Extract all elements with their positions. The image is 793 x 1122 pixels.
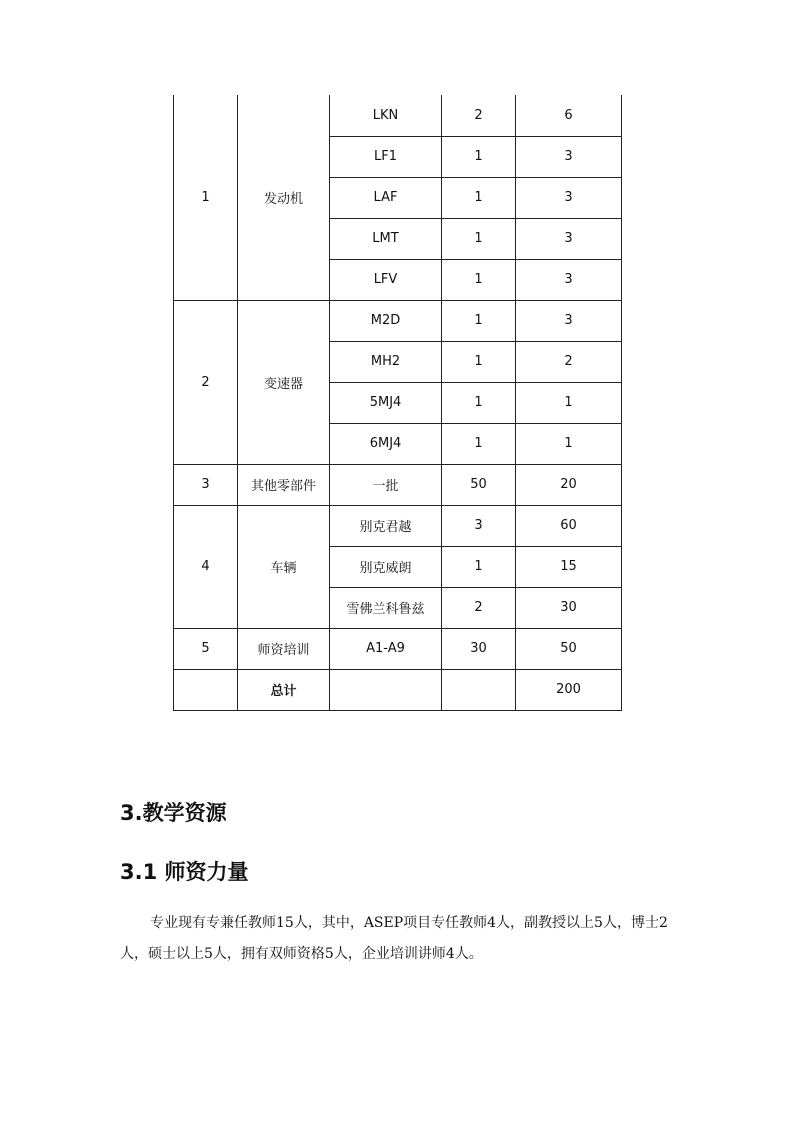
quantity-cell: 1	[442, 341, 516, 382]
model-cell: 6MJ4	[330, 423, 442, 464]
row-number-cell: 4	[174, 505, 238, 628]
model-cell: LAF	[330, 177, 442, 218]
category-cell: 发动机	[238, 95, 330, 300]
model-cell: 雪佛兰科鲁兹	[330, 587, 442, 628]
quantity-cell: 1	[442, 382, 516, 423]
table-row	[174, 300, 622, 341]
subsection-heading: 3.1 师资力量	[120, 860, 249, 884]
model-cell: LFV	[330, 259, 442, 300]
total-empty-cell	[330, 669, 442, 710]
amount-cell: 3	[516, 136, 622, 177]
quantity-cell: 1	[442, 546, 516, 587]
quantity-cell: 1	[442, 136, 516, 177]
model-cell: LKN	[330, 95, 442, 136]
model-cell: A1-A9	[330, 628, 442, 669]
amount-cell: 3	[516, 218, 622, 259]
amount-cell: 20	[516, 464, 622, 505]
amount-cell: 1	[516, 382, 622, 423]
model-cell: LF1	[330, 136, 442, 177]
quantity-cell: 2	[442, 95, 516, 136]
amount-cell: 6	[516, 95, 622, 136]
category-cell: 师资培训	[238, 628, 330, 669]
quantity-cell: 30	[442, 628, 516, 669]
equipment-table	[173, 95, 622, 711]
category-cell: 变速器	[238, 300, 330, 464]
row-number-cell: 5	[174, 628, 238, 669]
category-cell: 车辆	[238, 505, 330, 628]
model-cell: LMT	[330, 218, 442, 259]
amount-cell: 50	[516, 628, 622, 669]
quantity-cell: 3	[442, 505, 516, 546]
quantity-cell: 1	[442, 177, 516, 218]
table-row	[174, 464, 622, 505]
amount-cell: 3	[516, 300, 622, 341]
total-empty-cell	[174, 669, 238, 710]
quantity-cell: 1	[442, 259, 516, 300]
amount-cell: 30	[516, 587, 622, 628]
model-cell: 一批	[330, 464, 442, 505]
table-row	[174, 505, 622, 546]
model-cell: 别克君越	[330, 505, 442, 546]
quantity-cell: 1	[442, 218, 516, 259]
row-number-cell: 2	[174, 300, 238, 464]
quantity-cell: 1	[442, 300, 516, 341]
amount-cell: 2	[516, 341, 622, 382]
model-cell: MH2	[330, 341, 442, 382]
quantity-cell: 1	[442, 423, 516, 464]
model-cell: 5MJ4	[330, 382, 442, 423]
body-paragraph: 专业现有专兼任教师15人，其中，ASEP项目专任教师4人，副教授以上5人，博士2人，硕士以上5人，拥有双师资格5人，企业培训讲师4人。	[120, 915, 668, 962]
row-number-cell: 3	[174, 464, 238, 505]
category-cell: 其他零部件	[238, 464, 330, 505]
amount-cell: 3	[516, 177, 622, 218]
total-row	[174, 669, 622, 710]
total-label-cell: 总计	[238, 669, 330, 710]
amount-cell: 3	[516, 259, 622, 300]
model-cell: 别克威朗	[330, 546, 442, 587]
amount-cell: 60	[516, 505, 622, 546]
table-row	[174, 628, 622, 669]
total-amount-cell: 200	[516, 669, 622, 710]
table-row	[174, 95, 622, 136]
amount-cell: 15	[516, 546, 622, 587]
quantity-cell: 50	[442, 464, 516, 505]
row-number-cell: 1	[174, 95, 238, 300]
amount-cell: 1	[516, 423, 622, 464]
quantity-cell: 2	[442, 587, 516, 628]
section-heading: 3.教学资源	[120, 801, 227, 825]
total-empty-cell	[442, 669, 516, 710]
model-cell: M2D	[330, 300, 442, 341]
